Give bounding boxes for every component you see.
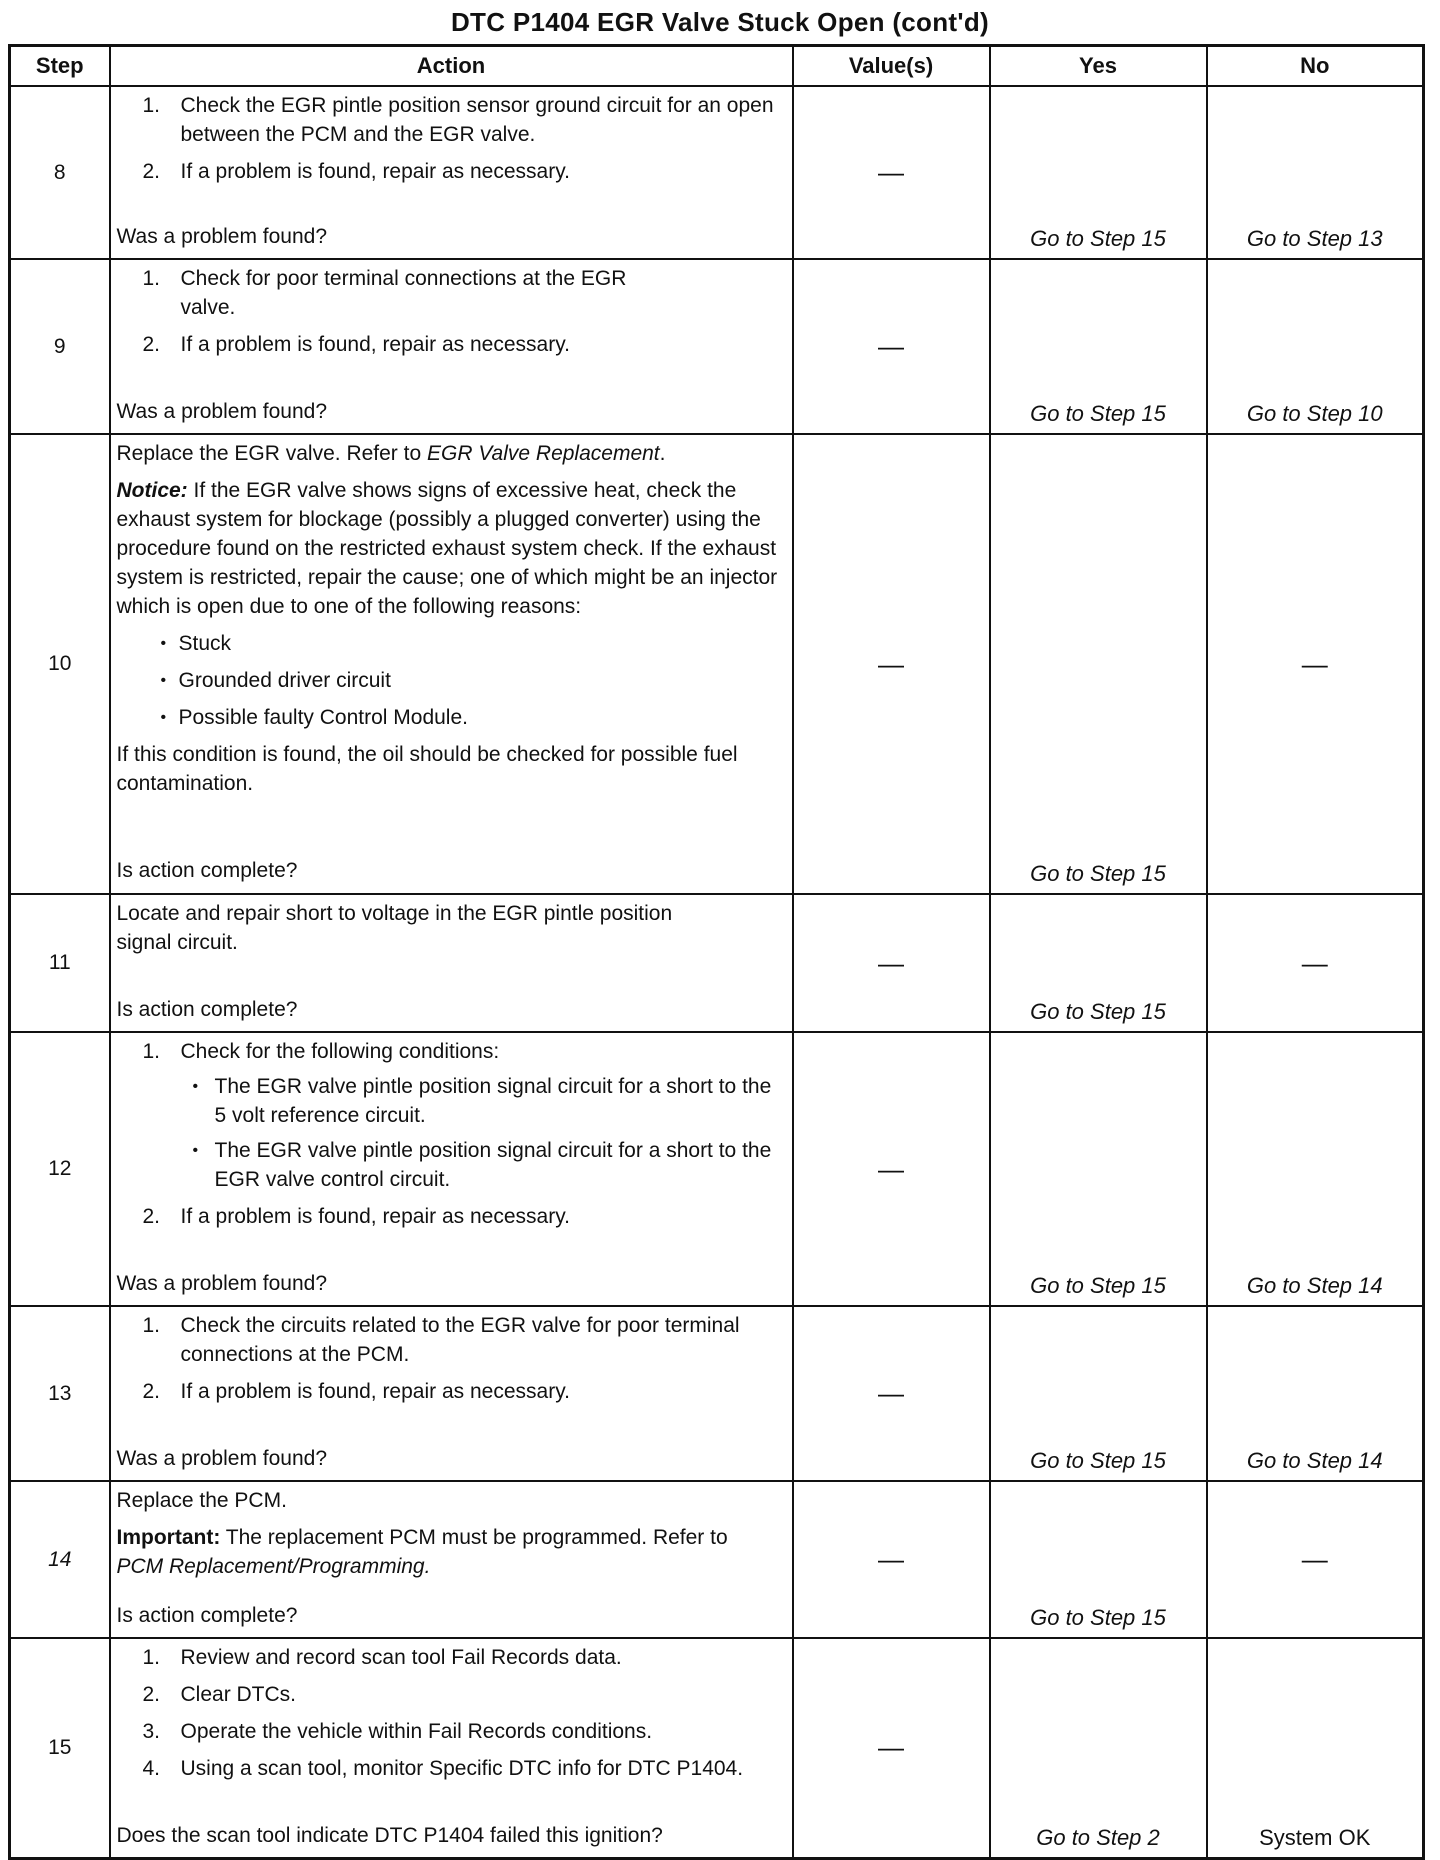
yes-result: Go to Step 15: [990, 434, 1207, 894]
step-number: 11: [10, 894, 110, 1032]
notice-paragraph: Notice: If the EGR valve shows signs of excessive heat, check the exhaust system for blockage (possibly a plugged converter) using the procedure found on the restricted exhaust system check. If the exhaust system is restricted, repair the cause; one of which might be an injector which is open due to one of the following reasons:: [116, 479, 778, 618]
action-list: [117, 91, 788, 194]
action-cell: [110, 1032, 793, 1306]
replace-instruction: Replace the PCM.: [116, 1489, 287, 1512]
no-dash: —: [1207, 894, 1424, 1032]
question-text: Does the scan tool indicate DTC P1404 failed this ignition?: [116, 1824, 663, 1847]
step-number: 8: [10, 86, 110, 259]
action-list: [117, 1311, 788, 1414]
list-item: 2. If a problem is found, repair as necessary.: [142, 1205, 570, 1228]
no-result: Go to Step 13: [1207, 86, 1424, 259]
step-number: 13: [10, 1306, 110, 1481]
value-dash: —: [793, 434, 990, 894]
list-item: 4. Using a scan tool, monitor Specific DTC info for DTC P1404.: [142, 1757, 744, 1780]
header-no: No: [1207, 46, 1424, 87]
table-row-step-15: [10, 1638, 1424, 1858]
action-list: [117, 264, 788, 367]
table-row-step-11: [10, 894, 1424, 1032]
yes-result: Go to Step 15: [990, 259, 1207, 434]
value-dash: —: [793, 1032, 990, 1306]
list-item: • The EGR valve pintle position signal circuit for a short to the EGR valve control circuit.: [181, 1136, 788, 1194]
table-row-step-8: [10, 86, 1424, 259]
question-text: Was a problem found?: [116, 1447, 328, 1470]
yes-result: Go to Step 15: [990, 1481, 1207, 1638]
action-text: Locate and repair short to voltage in the EGR pintle position signal circuit.: [116, 902, 673, 954]
action-cell: [110, 259, 793, 434]
action-cell: [110, 434, 793, 894]
value-dash: —: [793, 1306, 990, 1481]
step-number: 9: [10, 259, 110, 434]
list-item: • Possible faulty Control Module.: [117, 703, 788, 732]
no-result: System OK: [1207, 1638, 1424, 1858]
action-cell: [110, 1481, 793, 1638]
list-item: 3. Operate the vehicle within Fail Records conditions.: [142, 1720, 653, 1743]
question-text: Was a problem found?: [116, 1272, 328, 1295]
diagnostic-table: [8, 44, 1425, 1860]
no-dash: —: [1207, 434, 1424, 894]
table-row-step-14: [10, 1481, 1424, 1638]
question-text: Is action complete?: [116, 859, 298, 882]
header-value: Value(s): [793, 46, 990, 87]
value-dash: —: [793, 894, 990, 1032]
value-dash: —: [793, 1481, 990, 1638]
yes-result: Go to Step 15: [990, 86, 1207, 259]
list-item: 1. Review and record scan tool Fail Records data.: [142, 1646, 622, 1669]
list-item: 1. Check the EGR pintle position sensor ground circuit for an open between the PCM and the EGR valve.: [142, 94, 774, 146]
value-dash: —: [793, 86, 990, 259]
no-result: Go to Step 14: [1207, 1032, 1424, 1306]
yes-result: Go to Step 15: [990, 1032, 1207, 1306]
question-text: Is action complete?: [116, 1604, 298, 1627]
yes-result: Go to Step 15: [990, 1306, 1207, 1481]
step-number: 12: [10, 1032, 110, 1306]
important-paragraph: Important: The replacement PCM must be programmed. Refer to PCM Replacement/Programming.: [116, 1526, 728, 1578]
list-item: • The EGR valve pintle position signal circuit for a short to the 5 volt reference circuit.: [181, 1072, 788, 1130]
table-header-row: [10, 46, 1424, 87]
table-row-step-9: [10, 259, 1424, 434]
action-list: [117, 1643, 788, 1783]
list-item: • Stuck: [117, 629, 788, 658]
list-item: 2. If a problem is found, repair as necessary.: [142, 1380, 570, 1403]
action-cell: [110, 86, 793, 259]
list-item: 1. Check the circuits related to the EGR valve for poor terminal connections at the PCM.: [142, 1314, 740, 1366]
question-text: Is action complete?: [116, 998, 298, 1021]
page-title: DTC P1404 EGR Valve Stuck Open (cont'd): [450, 7, 990, 37]
reasons-list: [117, 629, 788, 732]
step-number: 10: [10, 434, 110, 894]
list-item: 2. Clear DTCs.: [142, 1683, 297, 1706]
header-action: Action: [110, 46, 793, 87]
list-item: 1. Check for poor terminal connections at the EGR valve.: [142, 267, 627, 319]
no-result: Go to Step 10: [1207, 259, 1424, 434]
no-result: Go to Step 14: [1207, 1306, 1424, 1481]
list-item: • Grounded driver circuit: [117, 666, 788, 695]
step-number: 14: [10, 1481, 110, 1638]
replace-instruction: Replace the EGR valve. Refer to EGR Valve Replacement.: [116, 442, 666, 465]
after-note: If this condition is found, the oil should be checked for possible fuel contamination.: [116, 743, 738, 795]
value-dash: —: [793, 259, 990, 434]
question-text: Was a problem found?: [116, 225, 328, 248]
yes-result: Go to Step 15: [990, 894, 1207, 1032]
action-cell: [110, 894, 793, 1032]
header-yes: Yes: [990, 46, 1207, 87]
value-dash: —: [793, 1638, 990, 1858]
question-text: Was a problem found?: [116, 400, 328, 423]
action-cell: [110, 1638, 793, 1858]
table-row-step-12: [10, 1032, 1424, 1306]
list-item: 2. If a problem is found, repair as necessary.: [142, 160, 570, 183]
step-number: 15: [10, 1638, 110, 1858]
table-row-step-13: [10, 1306, 1424, 1481]
list-item: 1. Check for the following conditions: • The EGR valve pintle position signal circuit for a short to the 5 volt reference circuit. • The EGR valve pintle position signal circuit for a short to the EGR valve control circuit.: [117, 1037, 788, 1194]
header-step: Step: [10, 46, 110, 87]
list-item: 2. If a problem is found, repair as necessary.: [142, 333, 570, 356]
yes-result: Go to Step 2: [990, 1638, 1207, 1858]
table-row-step-10: [10, 434, 1424, 894]
no-dash: —: [1207, 1481, 1424, 1638]
action-cell: [110, 1306, 793, 1481]
action-list: [117, 1037, 788, 1239]
condition-list: [181, 1072, 788, 1194]
